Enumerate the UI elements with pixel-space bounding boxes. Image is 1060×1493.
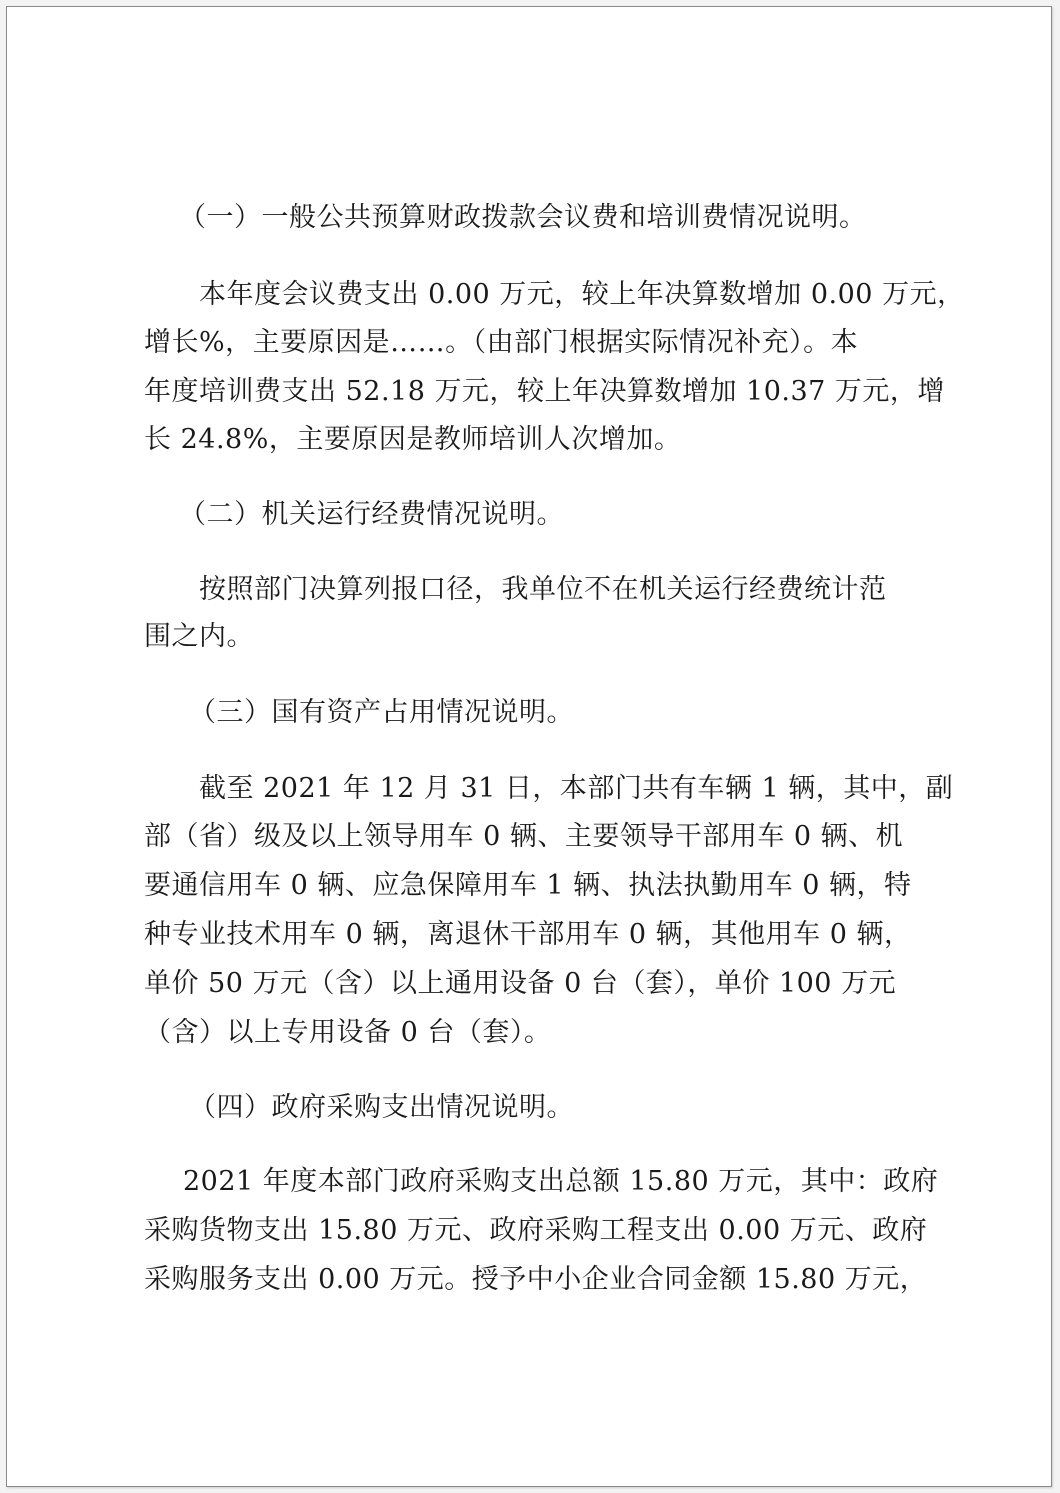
- document-page: [6, 6, 1052, 1487]
- paragraph-line: （含）以上专用设备 0 台（套）。: [144, 1017, 552, 1048]
- paragraph-line: 采购货物支出 15.80 万元、政府采购工程支出 0.00 万元、政府: [144, 1215, 928, 1246]
- paragraph-line: 本年度会议费支出 0.00 万元，较上年决算数增加 0.00 万元，: [199, 279, 965, 310]
- section-heading-operating-expenses: （二）机关运行经费情况说明。: [179, 499, 564, 530]
- paragraph-line: 种专业技术用车 0 辆，离退休干部用车 0 辆，其他用车 0 辆，: [144, 919, 912, 950]
- paragraph-line: 增长%，主要原因是……。（由部门根据实际情况补充）。本: [144, 327, 859, 358]
- paragraph-line: 截至 2021 年 12 月 31 日，本部门共有车辆 1 辆，其中，副: [199, 773, 954, 804]
- paragraph-line: 部（省）级及以上领导用车 0 辆、主要领导干部用车 0 辆、机: [144, 821, 904, 852]
- paragraph-line: 按照部门决算列报口径，我单位不在机关运行经费统计范: [199, 574, 887, 605]
- section-heading-state-assets: （三）国有资产占用情况说明。: [189, 697, 574, 728]
- section-heading-meeting-training: （一）一般公共预算财政拨款会议费和培训费情况说明。: [179, 202, 867, 233]
- paragraph-line: 2021 年度本部门政府采购支出总额 15.80 万元，其中：政府: [183, 1166, 939, 1197]
- paragraph-line: 年度培训费支出 52.18 万元，较上年决算数增加 10.37 万元，增: [144, 376, 945, 407]
- paragraph-line: 围之内。: [144, 621, 254, 652]
- paragraph-line: 采购服务支出 0.00 万元。授予中小企业合同金额 15.80 万元，: [144, 1264, 928, 1295]
- paragraph-line: 要通信用车 0 辆、应急保障用车 1 辆、执法执勤用车 0 辆，特: [144, 870, 912, 901]
- paragraph-line: 长 24.8%，主要原因是教师培训人次增加。: [144, 424, 682, 455]
- section-heading-government-procurement: （四）政府采购支出情况说明。: [189, 1092, 574, 1123]
- paragraph-line: 单价 50 万元（含）以上通用设备 0 台（套），单价 100 万元: [144, 968, 897, 999]
